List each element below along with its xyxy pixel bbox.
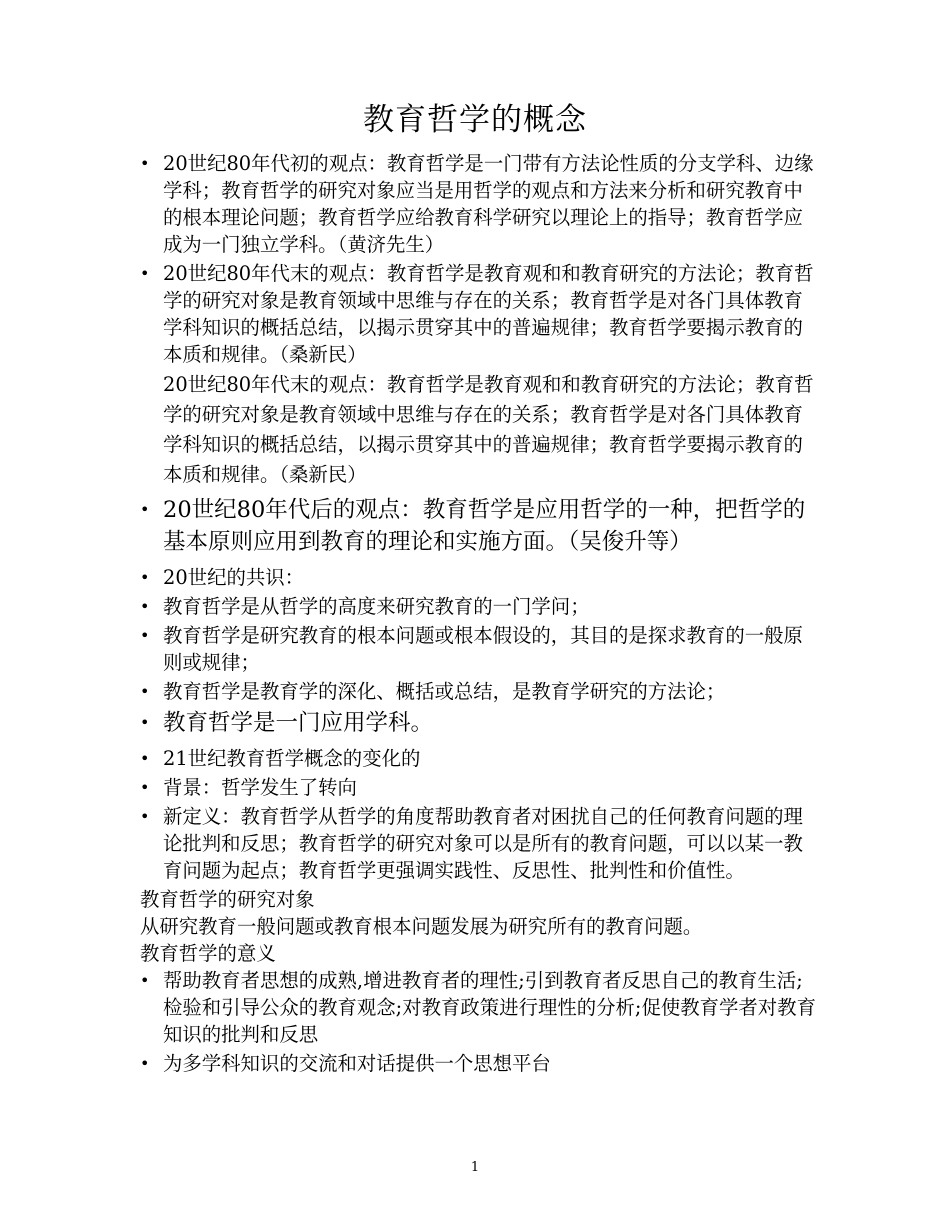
research-object-heading: 教育哲学的研究对象 bbox=[140, 888, 315, 911]
research-object-text: 从研究教育一般问题或教育根本问题发展为研究所有的教育问题。 bbox=[140, 915, 703, 938]
consensus-list bbox=[140, 564, 820, 739]
list-item-new-definition: • 新定义：教育哲学从哲学的角度帮助教育者对困扰自己的任何教育问题的理论批判和反思；教育哲学的研究对象可以是所有的教育问题，可以以某一教育问题为起点；教育哲学更强调实践性、反思性、批判性和价值性。 bbox=[140, 803, 820, 884]
document-body bbox=[140, 150, 820, 1079]
list-item-consensus-heading: • 20世纪的共识： bbox=[140, 564, 820, 591]
list-item-late-80s: • 20世纪80年代末的观点：教育哲学是教育观和和教育研究的方法论；教育哲学的研究对象是教育领域中思维与存在的关系；教育哲学是对各门具体教育学科知识的概括总结，以揭示贯穿其中的普遍规律；教育哲学要揭示教育的本质和规律。（桑新民） bbox=[140, 260, 820, 368]
list-item-post-80s: • 20世纪80年代后的观点：教育哲学是应用哲学的一种，把哲学的基本原则应用到教育的理论和实施方面。（吴俊升等） bbox=[140, 494, 820, 558]
list-item-early-80s: • 20世纪80年代初的观点：教育哲学是一门带有方法论性质的分支学科、边缘学科；教育哲学的研究对象应当是用哲学的观点和方法来分析和研究教育中的根本理论问题；教育哲学应给教育科学研究以理论上的指导；教育哲学应成为一门独立学科。（黄济先生） bbox=[140, 150, 820, 258]
paragraph-late-80s-repeat: 20世纪80年代末的观点：教育哲学是教育观和和教育研究的方法论；教育哲学的研究对象是教育领域中思维与存在的关系；教育哲学是对各门具体教育学科知识的概括总结，以揭示贯穿其中的普遍规律；教育哲学要揭示教育的本质和规律。（桑新民） bbox=[163, 373, 814, 486]
significance-heading: 教育哲学的意义 bbox=[140, 942, 276, 965]
concept-list-post-80s bbox=[140, 494, 820, 558]
concept-list-1980s bbox=[140, 150, 820, 368]
page-title: 教育哲学的概念 bbox=[363, 102, 587, 138]
century21-list bbox=[140, 745, 820, 884]
list-item-consensus-4: • 教育哲学是一门应用学科。 bbox=[140, 707, 820, 739]
list-item-background: • 背景：哲学发生了转向 bbox=[140, 774, 820, 801]
list-item-consensus-3: • 教育哲学是教育学的深化、概括或总结，是教育学研究的方法论； bbox=[140, 678, 820, 705]
list-item-consensus-1: • 教育哲学是从哲学的高度来研究教育的一门学问； bbox=[140, 593, 820, 620]
list-item-significance-1: • 帮助教育者思想的成熟,增进教育者的理性;引到教育者反思自己的教育生活;检验和引导公众的教育观念;对教育政策进行理性的分析;促使教育学者对教育知识的批判和反思 bbox=[140, 967, 820, 1048]
list-item-21st-century: • 21世纪教育哲学概念的变化的 bbox=[140, 745, 820, 772]
significance-list bbox=[140, 967, 820, 1077]
page-number: 1 bbox=[470, 1160, 480, 1175]
list-item-significance-2: • 为多学科知识的交流和对话提供一个思想平台 bbox=[140, 1050, 820, 1077]
list-item-consensus-2: • 教育哲学是研究教育的根本问题或根本假设的，其目的是探求教育的一般原则或规律； bbox=[140, 622, 820, 676]
